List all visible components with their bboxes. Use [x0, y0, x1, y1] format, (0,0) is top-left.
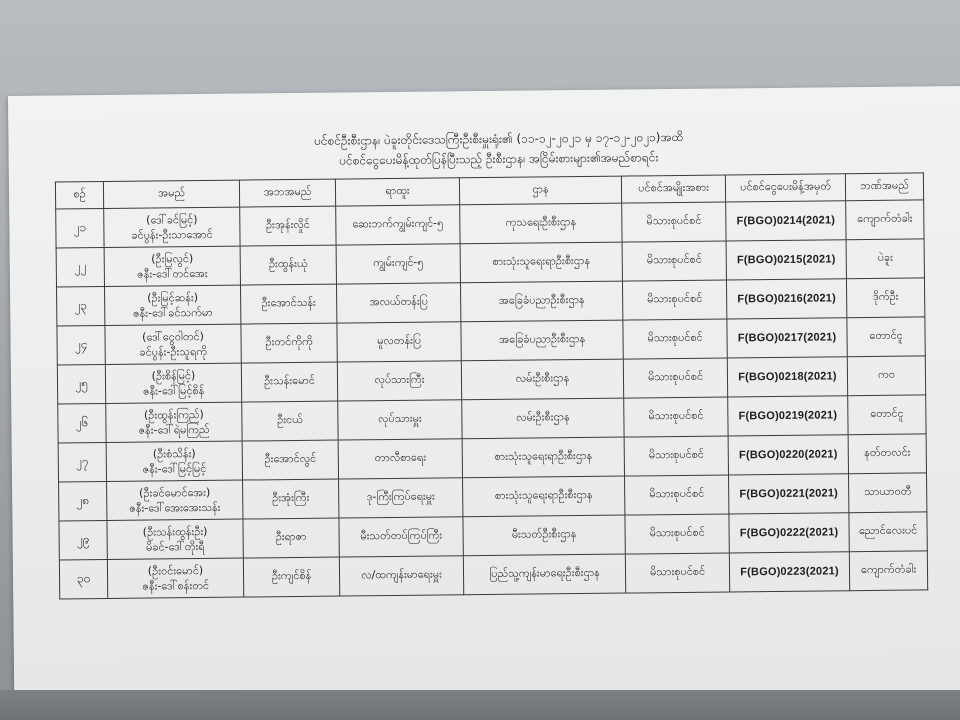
father-name: ဦးငယ် — [242, 401, 338, 441]
father-name: ဦးရာဇာ — [243, 518, 339, 558]
father-name: ဦးအောင်လွင် — [242, 440, 338, 480]
deceased-name: (ဦးစံသိန်း) — [152, 447, 196, 461]
recipient-name: ဇနီး-ဒေါ်စန်းတင် — [142, 578, 210, 593]
column-header: အမည် — [103, 180, 239, 208]
serial-number: ၂၈ — [59, 481, 107, 521]
bank-name: ဒိုက်ဦး — [846, 278, 924, 318]
department: စားသုံးသူရေးရာဦးစီးဌာန — [460, 242, 622, 283]
department: ပြည်သူ့ကျန်းမာရေးဦးစီးဌာန — [463, 554, 625, 595]
name-cell — [105, 285, 241, 325]
pension-order-number: F(BGO)0219(2021) — [728, 396, 848, 436]
deceased-name: (ဦးဝင်းမောင်) — [147, 563, 204, 578]
bank-name: နတ်တလင်း — [848, 434, 926, 474]
deceased-name: (ဒေါ်ခင်မြင့်) — [146, 213, 198, 227]
department: အခြေခံပညာဦးစီးဌာန — [460, 281, 622, 322]
recipient-name: ဇနီး-ဒေါ်မြင့်စိန် — [142, 383, 205, 398]
recipient-name: ဇနီး-ဒေါ်ရဲမကြည် — [138, 422, 210, 437]
recipient-name: မိခင်-ဒေါ်တိုးရီ — [145, 539, 205, 554]
serial-number: ၂၆ — [58, 403, 106, 443]
bank-name: ပဲခူး — [846, 239, 924, 279]
recipient-name: ခင်ပွန်း-ဦးသာအောင် — [131, 227, 213, 242]
rank: လ/ထကျန်းမာရေးမှူး — [339, 556, 463, 596]
pension-order-number: F(BGO)0221(2021) — [729, 474, 849, 514]
name-cell — [106, 402, 242, 442]
department: အခြေခံပညာဦးစီးဌာန — [461, 320, 623, 361]
column-header: ဌာန — [459, 176, 621, 205]
pension-type: မိသားစုပင်စင် — [625, 553, 729, 593]
rank: လုပ်သားကြီး — [337, 361, 461, 401]
column-header: ပင်စင်အမျိုးအစား — [621, 175, 725, 203]
rank: တာလီစာရေး — [338, 439, 462, 479]
pension-type: မိသားစုပင်စင် — [622, 202, 726, 242]
pension-type: မိသားစုပင်စင် — [624, 397, 728, 437]
deceased-name: (ဦးသန်းထွန်းဦး) — [142, 524, 208, 539]
column-header: စဉ် — [55, 182, 103, 210]
rank: ဆေးဘက်ကျွမ်းကျင်-၅ — [336, 205, 460, 245]
father-name: ဦးတင်ကိုကို — [241, 323, 337, 363]
recipient-name: ဇနီး-ဒေါ်မြင့်မြင့် — [142, 461, 207, 476]
recipient-name: ခင်ပွန်း-ဦးသူရကို — [139, 344, 208, 359]
serial-number: ၃၀ — [59, 559, 107, 599]
name-cell — [106, 441, 242, 481]
document-sheet — [8, 86, 960, 716]
rank: ကျွမ်းကျင်-၅ — [336, 244, 460, 284]
bank-name: ကျောက်တံခါး — [846, 200, 924, 240]
pension-type: မိသားစုပင်စင် — [622, 280, 726, 320]
pension-order-number: F(BGO)0214(2021) — [726, 201, 846, 241]
name-cell — [107, 480, 243, 520]
serial-number: ၂၃ — [57, 286, 105, 326]
department: မီးသတ်ဦးစီးဌာန — [463, 515, 625, 556]
column-header: အဘအမည် — [239, 179, 335, 207]
rank: ဒု-ကြီးကြပ်ရေးမှူး — [339, 478, 463, 518]
table-row — [59, 551, 927, 599]
pension-order-number: F(BGO)0220(2021) — [728, 435, 848, 475]
recipient-name: ဇနီး-ဒေါ်တင်အေး — [137, 266, 208, 281]
recipient-name: ဇနီး-ဒေါ်အေးအေးသန်း — [129, 500, 221, 515]
pension-type: မိသားစုပင်စင် — [623, 358, 727, 398]
father-name: ဦးသန်းမောင် — [241, 362, 337, 402]
deceased-name: (ဦးစိန်မြင့်) — [151, 369, 196, 383]
bank-name: သာယာဝတီ — [849, 473, 927, 513]
desk-edge — [0, 690, 960, 720]
deceased-name: (ဦးခင်မောင်အေး) — [139, 485, 211, 500]
pension-type: မိသားစုပင်စင် — [625, 514, 729, 554]
pension-order-number: F(BGO)0223(2021) — [729, 552, 849, 592]
pension-type: မိသားစုပင်စင် — [622, 241, 726, 281]
deceased-name: (ဦးမြင့်ဆန်း) — [147, 291, 199, 305]
deceased-name: (ဦးမြလွင်) — [151, 252, 194, 266]
recipient-name: ဇနီး-ဒေါ်ခင်သက်မာ — [132, 305, 213, 320]
rank: လုပ်သားမှူး — [338, 400, 462, 440]
bank-name: ကဝ — [847, 356, 925, 396]
father-name: ဦးထွန်းယုံ — [240, 245, 336, 285]
bank-name: တောင်ငူ — [847, 317, 925, 357]
pension-type: မိသားစုပင်စင် — [624, 436, 728, 476]
serial-number: ၂၇ — [58, 442, 106, 482]
bank-name: ညောင်လေးပင် — [849, 512, 927, 552]
serial-number: ၂၁ — [56, 209, 104, 249]
name-cell — [104, 246, 240, 286]
father-name: ဦးအုံးကြီး — [243, 479, 339, 519]
name-cell — [107, 558, 243, 598]
bank-name: တောင်ငူ — [848, 395, 926, 435]
department: လမ်းဦးစီးဌာန — [462, 398, 624, 439]
column-header: ပင်စင်ငွေပေးမိန့်အမှတ် — [725, 174, 845, 202]
name-cell — [105, 324, 241, 364]
pension-order-number: F(BGO)0218(2021) — [727, 357, 847, 397]
column-header: ရာထူး — [335, 178, 459, 206]
rank: မူလတန်းပြ — [337, 322, 461, 362]
department: ကုသရေးဦးစီးဌာန — [460, 203, 622, 244]
deceased-name: (ဦးထွန်းကြည်) — [143, 407, 204, 422]
serial-number: ၂၂ — [56, 248, 104, 288]
pension-order-number: F(BGO)0217(2021) — [727, 318, 847, 358]
pension-roster-table — [55, 172, 928, 599]
department: စားသုံးသူရေးရာဦးစီးဌာန — [462, 437, 624, 478]
document-title-line-2: ပင်စင်ငွေပေးမိန့်ထုတ်ပြန်ပြီးသည့် ဦးစီးဌာန၊ အငြိမ်းစားများ၏အမည်စာရင်း — [338, 150, 659, 168]
name-cell — [107, 519, 243, 559]
department: လမ်းဦးစီးဌာန — [461, 359, 623, 400]
name-cell — [104, 207, 240, 247]
pension-type: မိသားစုပင်စင် — [625, 475, 729, 515]
pension-order-number: F(BGO)0222(2021) — [729, 513, 849, 553]
deceased-name: (ဒေါ်ငွေဝါတင်) — [142, 329, 204, 344]
pension-order-number: F(BGO)0215(2021) — [726, 240, 846, 280]
bank-name: ကျောက်တံခါး — [849, 551, 927, 591]
document-title-line-1: ပင်စင်ဦးစီးဌာန၊ ပဲခူးတိုင်းဒေသကြီးဦးစီးမှူးရုံး၏ (၁၁-၁၂-၂၀၂၁ မှ ၁၇-၁၂-၂၀၂၁)အထိ — [313, 129, 684, 148]
department: စားသုံးသူရေးရာဦးစီးဌာန — [463, 476, 625, 517]
rank: မီးသတ်တပ်ကြပ်ကြီး — [339, 517, 463, 557]
serial-number: ၂၄ — [57, 325, 105, 365]
pension-order-number: F(BGO)0216(2021) — [726, 279, 846, 319]
father-name: ဦးအောင်သန်း — [240, 284, 336, 324]
column-header: ဘဏ်အမည် — [845, 173, 923, 201]
father-name: ဦးကျင်စိန် — [243, 557, 339, 597]
pension-type: မိသားစုပင်စင် — [623, 319, 727, 359]
father-name: ဦးအုန်းလှိုင် — [240, 206, 336, 246]
serial-number: ၂၅ — [57, 364, 105, 404]
name-cell — [105, 363, 241, 403]
serial-number: ၂၉ — [59, 520, 107, 560]
rank: အလယ်တန်းပြ — [336, 283, 460, 323]
